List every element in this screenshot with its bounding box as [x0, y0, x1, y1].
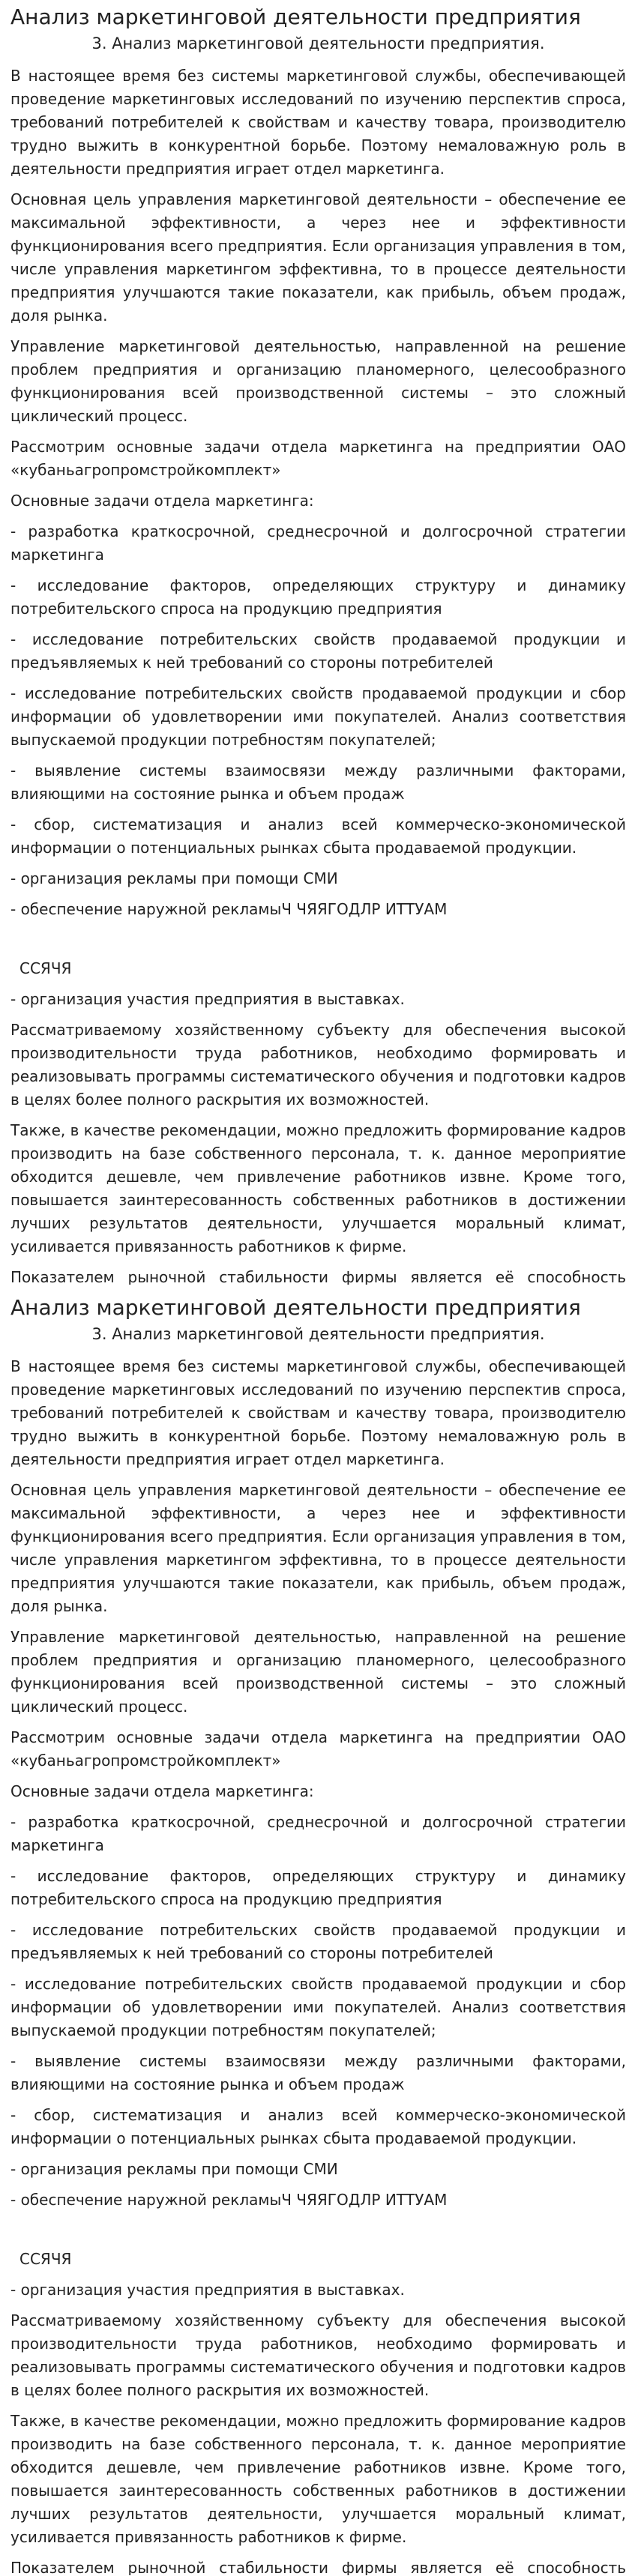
- paragraph-stability: Показателем рыночной стабильности фирмы является её способность: [10, 1268, 626, 1285]
- paragraph-recommendation: Также, в качестве рекомендации, можно предложить формирование кадров производить на базе собственного персонала, т. к. данное мероприятие обходится дешевле, чем привлечение работников извне. Кроме того, повышается заинтересованность собственных работников в достижении лучших результатов деятельности, улучшается моральный климат, усиливается привязанность работников к фирме.: [10, 1121, 626, 1255]
- paragraph-consider: Рассмотрим основные задачи отдела маркетинга на предприятии ОАО «кубаньагропромстройкомплект»: [10, 438, 626, 479]
- spacer: [10, 2219, 626, 2248]
- document-section-1: [10, 0, 626, 1285]
- task-item-information: - сбор, систематизация и анализ всей коммерческо-экономической информации о потенциальных рынках сбыта продаваемой продукции.: [10, 2106, 626, 2147]
- paragraph-intro: В настоящее время без системы маркетинговой службы, обеспечивающей проведение маркетинговых исследований по изучению перспектив спроса, требований потребителей к свойствам и качеству товара, производителю трудно выжить в конкурентной борьбе. Поэтому немаловажную роль в деятельности предприятия играет отдел маркетинга.: [10, 1357, 626, 1468]
- spacer: [10, 929, 626, 957]
- task-item-factors: - исследование факторов, определяющих структуру и динамику потребительского спроса на продукцию предприятия: [10, 576, 626, 618]
- document-title: Анализ маркетинговой деятельности предприятия: [10, 1295, 581, 1320]
- task-item-exhibitions: - организация участия предприятия в выставках.: [10, 2281, 405, 2299]
- paragraph-training: Рассматриваемому хозяйственному субъекту для обеспечения высокой производительности труда работников, необходимо формировать и реализовывать программы систематического обучения и подготовки кадров в целях более полного раскрытия их возможностей.: [10, 2311, 626, 2399]
- task-item-strategy: - разработка краткосрочной, среднесрочной и долгосрочной стратегии маркетинга: [10, 522, 626, 564]
- paragraph-intro: В настоящее время без системы маркетинговой службы, обеспечивающей проведение маркетинговых исследований по изучению перспектив спроса, требований потребителей к свойствам и качеству товара, производителю трудно выжить в конкурентной борьбе. Поэтому немаловажную роль в деятельности предприятия играет отдел маркетинга.: [10, 67, 626, 178]
- paragraph-main-goal: Основная цель управления маркетинговой деятельности – обеспечение ее максимальной эффективности, а через нее и эффективности функционирования всего предприятия. Если организация управления в том, числе управления маркетингом эффективна, то в процессе деятельности предприятия улучшаются такие показатели, как прибыль, объем продаж, доля рынка.: [10, 1481, 626, 1615]
- task-item-outdoor-ads: - обеспечение наружной рекламыЧ ЧЯЯГОДЛР ИТТУАМ: [10, 900, 448, 918]
- task-item-interconnection: - выявление системы взаимосвязи между различными факторами, влияющими на состояние рынка и объем продаж: [10, 761, 626, 803]
- paragraph-main-goal: Основная цель управления маркетинговой деятельности – обеспечение ее максимальной эффективности, а через нее и эффективности функционирования всего предприятия. Если организация управления в том, числе управления маркетингом эффективна, то в процессе деятельности предприятия улучшаются такие показатели, как прибыль, объем продаж, доля рынка.: [10, 190, 626, 325]
- task-item-exhibitions: - организация участия предприятия в выставках.: [10, 990, 405, 1008]
- document-title: Анализ маркетинговой деятельности предприятия: [10, 4, 581, 29]
- task-item-satisfaction: - исследование потребительских свойств продаваемой продукции и сбор информации об удовлетворении ими покупателей. Анализ соответствия выпускаемой продукции потребностям покупателей;: [10, 1975, 626, 2039]
- paragraph-tasks-heading: Основные задачи отдела маркетинга:: [10, 492, 314, 510]
- paragraph-stability: Показателем рыночной стабильности фирмы является её способность: [10, 2559, 626, 2575]
- paragraph-management: Управление маркетинговой деятельностью, направленной на решение проблем предприятия и организацию планомерного, целесообразного функционирования всей производственной системы – это сложный циклический процесс.: [10, 1628, 626, 1716]
- task-item-information: - сбор, систематизация и анализ всей коммерческо-экономической информации о потенциальных рынках сбыта продаваемой продукции.: [10, 815, 626, 857]
- small-heading: ССЯЧЯ: [19, 2250, 72, 2268]
- paragraph-recommendation: Также, в качестве рекомендации, можно предложить формирование кадров производить на базе собственного персонала, т. к. данное мероприятие обходится дешевле, чем привлечение работников извне. Кроме того, повышается заинтересованность собственных работников в достижении лучших результатов деятельности, улучшается моральный климат, усиливается привязанность работников к фирме.: [10, 2412, 626, 2546]
- document-section-2: [10, 1291, 626, 2575]
- task-item-interconnection: - выявление системы взаимосвязи между различными факторами, влияющими на состояние рынка и объем продаж: [10, 2052, 626, 2093]
- section-subtitle: 3. Анализ маркетинговой деятельности предприятия.: [91, 34, 545, 52]
- task-item-satisfaction: - исследование потребительских свойств продаваемой продукции и сбор информации об удовлетворении ими покупателей. Анализ соответствия выпускаемой продукции потребностям покупателей;: [10, 684, 626, 749]
- section-subtitle: 3. Анализ маркетинговой деятельности предприятия.: [91, 1325, 545, 1343]
- task-item-factors: - исследование факторов, определяющих структуру и динамику потребительского спроса на продукцию предприятия: [10, 1867, 626, 1908]
- small-heading: ССЯЧЯ: [19, 959, 72, 977]
- paragraph-training: Рассматриваемому хозяйственному субъекту для обеспечения высокой производительности труда работников, необходимо формировать и реализовывать программы систематического обучения и подготовки кадров в целях более полного раскрытия их возможностей.: [10, 1021, 626, 1108]
- task-item-media-ads: - организация рекламы при помощи СМИ: [10, 2160, 338, 2178]
- paragraph-tasks-heading: Основные задачи отдела маркетинга:: [10, 1782, 314, 1800]
- task-item-consumer-properties: - исследование потребительских свойств продаваемой продукции и предъявляемых к ней требований со стороны потребителей: [10, 630, 626, 672]
- task-item-outdoor-ads: - обеспечение наружной рекламыЧ ЧЯЯГОДЛР ИТТУАМ: [10, 2191, 448, 2209]
- task-item-consumer-properties: - исследование потребительских свойств продаваемой продукции и предъявляемых к ней требований со стороны потребителей: [10, 1921, 626, 1962]
- paragraph-consider: Рассмотрим основные задачи отдела маркетинга на предприятии ОАО «кубаньагропромстройкомплект»: [10, 1728, 626, 1770]
- task-item-strategy: - разработка краткосрочной, среднесрочной и долгосрочной стратегии маркетинга: [10, 1813, 626, 1854]
- paragraph-management: Управление маркетинговой деятельностью, направленной на решение проблем предприятия и организацию планомерного, целесообразного функционирования всей производственной системы – это сложный циклический процесс.: [10, 337, 626, 425]
- task-item-media-ads: - организация рекламы при помощи СМИ: [10, 869, 338, 887]
